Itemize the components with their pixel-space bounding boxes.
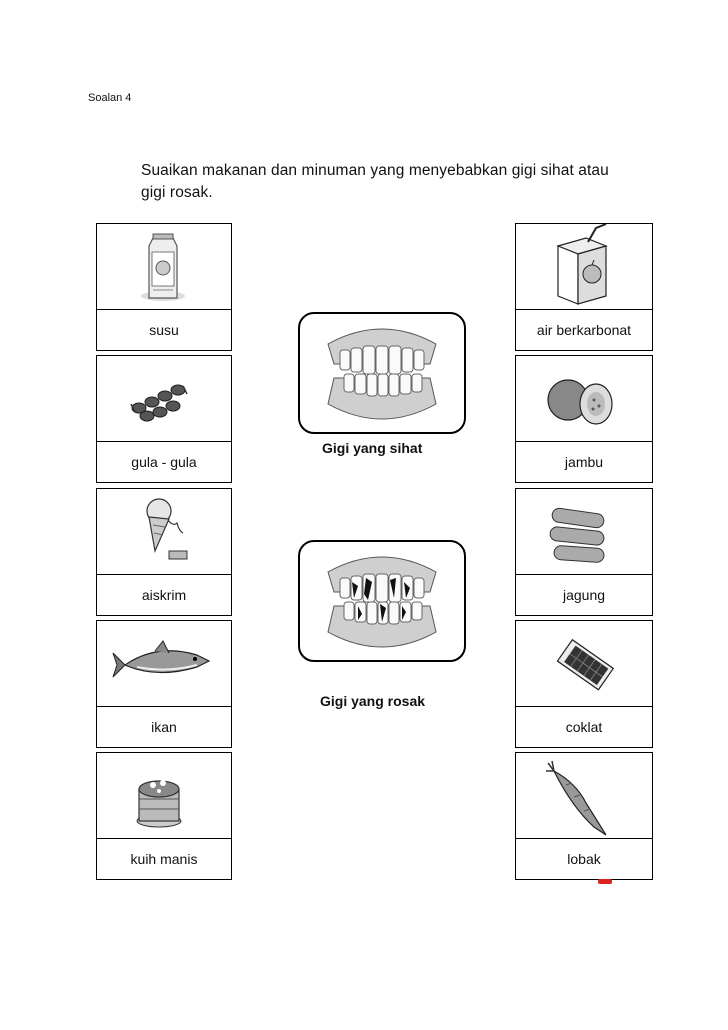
carrot-icon xyxy=(516,753,652,839)
ice-cream-icon xyxy=(97,489,231,575)
left-card-susu[interactable] xyxy=(96,223,232,351)
item-label: aiskrim xyxy=(141,587,187,603)
item-label: lobak xyxy=(567,851,601,867)
corn-icon xyxy=(516,489,652,575)
instruction-text: Suaikan makanan dan minuman yang menyebabkan gigi sihat atau gigi rosak. xyxy=(141,162,609,201)
left-card-gula-gula[interactable] xyxy=(96,355,232,483)
question-number: Soalan 4 xyxy=(88,92,132,104)
right-card-jagung[interactable] xyxy=(515,488,653,616)
decayed-teeth-caption: Gigi yang rosak xyxy=(320,693,426,709)
item-label: coklat xyxy=(565,719,603,735)
item-label: susu xyxy=(149,322,179,338)
guava-icon xyxy=(516,356,652,442)
healthy-teeth-caption: Gigi yang sihat xyxy=(322,440,423,456)
item-label: air berkarbonat xyxy=(536,322,632,338)
milk-carton-icon xyxy=(97,224,231,310)
juice-box-icon xyxy=(516,224,652,310)
item-label: gula - gula xyxy=(131,454,197,470)
left-card-kuih-manis[interactable] xyxy=(96,752,232,880)
right-card-coklat[interactable] xyxy=(515,620,653,748)
item-label: jambu xyxy=(564,454,604,470)
cake-icon xyxy=(97,753,231,839)
healthy-teeth-icon[interactable] xyxy=(298,312,466,434)
left-card-ikan[interactable] xyxy=(96,620,232,748)
fish-icon xyxy=(97,621,231,707)
decayed-teeth-icon[interactable] xyxy=(298,540,466,662)
candy-icon xyxy=(97,356,231,442)
right-card-jambu[interactable] xyxy=(515,355,653,483)
right-card-air-berkarbonat[interactable] xyxy=(515,223,653,351)
item-label: jagung xyxy=(562,587,606,603)
chocolate-icon xyxy=(516,621,652,707)
red-mark xyxy=(598,879,612,884)
item-label: ikan xyxy=(151,719,177,735)
left-card-aiskrim[interactable] xyxy=(96,488,232,616)
right-card-lobak[interactable] xyxy=(515,752,653,880)
item-label: kuih manis xyxy=(130,851,198,867)
